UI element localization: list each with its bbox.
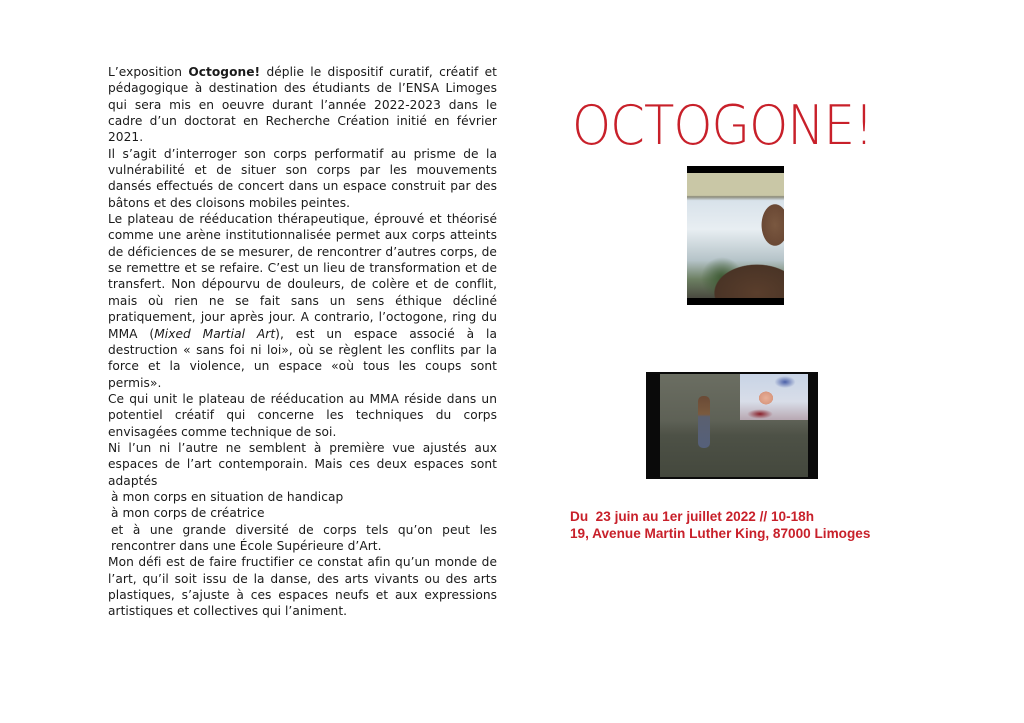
cartoon-projection bbox=[740, 374, 808, 420]
studio-scene bbox=[660, 374, 808, 477]
portrait-image bbox=[687, 173, 784, 298]
mma-term: Mixed Martial Art bbox=[154, 326, 276, 341]
paragraph-intro: L’exposition Octogone! déplie le dispositif curatif, créatif et pédagogique à destination des étudiants de l’ENSA Limoges qui sera mis en oeuvre durant l’année 2022-2023 dans le cadre d’un doctorat en Recherche Création initié en février 2021. bbox=[108, 65, 497, 145]
page-title: OCTOGONE! bbox=[572, 94, 874, 157]
exhibition-name: Octogone! bbox=[188, 65, 261, 79]
paragraph-vulnerability: Il s’agit d’interroger son corps performatif au prisme de la vulnérabilité et de situer son corps par les mouvements dansés effectués de concert dans un espace construit par des bâtons et des cloisons mobiles peintes. bbox=[108, 146, 497, 210]
portrait-video-still bbox=[687, 166, 784, 305]
paragraph-creative-potential: Ce qui unit le plateau de rééducation au MMA réside dans un potentiel créatif qui concerne les techniques du corps envisagées comme technique de soi. bbox=[108, 391, 497, 439]
exhibition-description bbox=[108, 64, 497, 620]
list-item: et à une grande diversité de corps tels qu’on peut les rencontrer dans une École Supérieure d’Art. bbox=[111, 522, 497, 553]
paragraph-reeducation-mma: Le plateau de rééducation thérapeutique, éprouvé et théorisé comme une arène institutionnalisée permet aux corps atteints de déficiences de se mesurer, de rencontrer d’autres corps, de se remettre et se refaire. C’est un lieu de transformation et de transfert. Non dépourvu de douleurs, de colère et de conflit, mais où rien ne se fait sans un sens éthique décliné pratiquement, jour après jour. A contrario, l’octogone, ring du MMA (Mixed Martial Art), est un espace associé à la destruction « sans foi ni loi», où se règlent les conflits par la force et la violence, un espace «où tous les coups sont permis». bbox=[108, 212, 497, 390]
event-address: 19, Avenue Martin Luther King, 87000 Limoges bbox=[570, 526, 871, 541]
list-item: à mon corps en situation de handicap bbox=[111, 489, 344, 504]
event-dates: Du 23 juin au 1er juillet 2022 // 10-18h bbox=[570, 509, 815, 524]
dance-video-still bbox=[646, 372, 818, 479]
list-item: à mon corps de créatrice bbox=[111, 506, 265, 521]
event-info bbox=[570, 508, 870, 542]
dancer-figure bbox=[698, 396, 710, 448]
paragraph-contemporary-art: Ni l’un ni l’autre ne semblent à première vue ajustés aux espaces de l’art contemporain. Mais ces deux espaces sont adaptés bbox=[108, 440, 497, 488]
paragraph-challenge: Mon défi est de faire fructifier ce constat afin qu’un monde de l’art, qu’il soit issu de la danse, des arts vivants ou des arts plastiques, s’ajuste à ces espaces neufs et aux expressions artistiques et collectives qui l’animent. bbox=[108, 555, 497, 619]
